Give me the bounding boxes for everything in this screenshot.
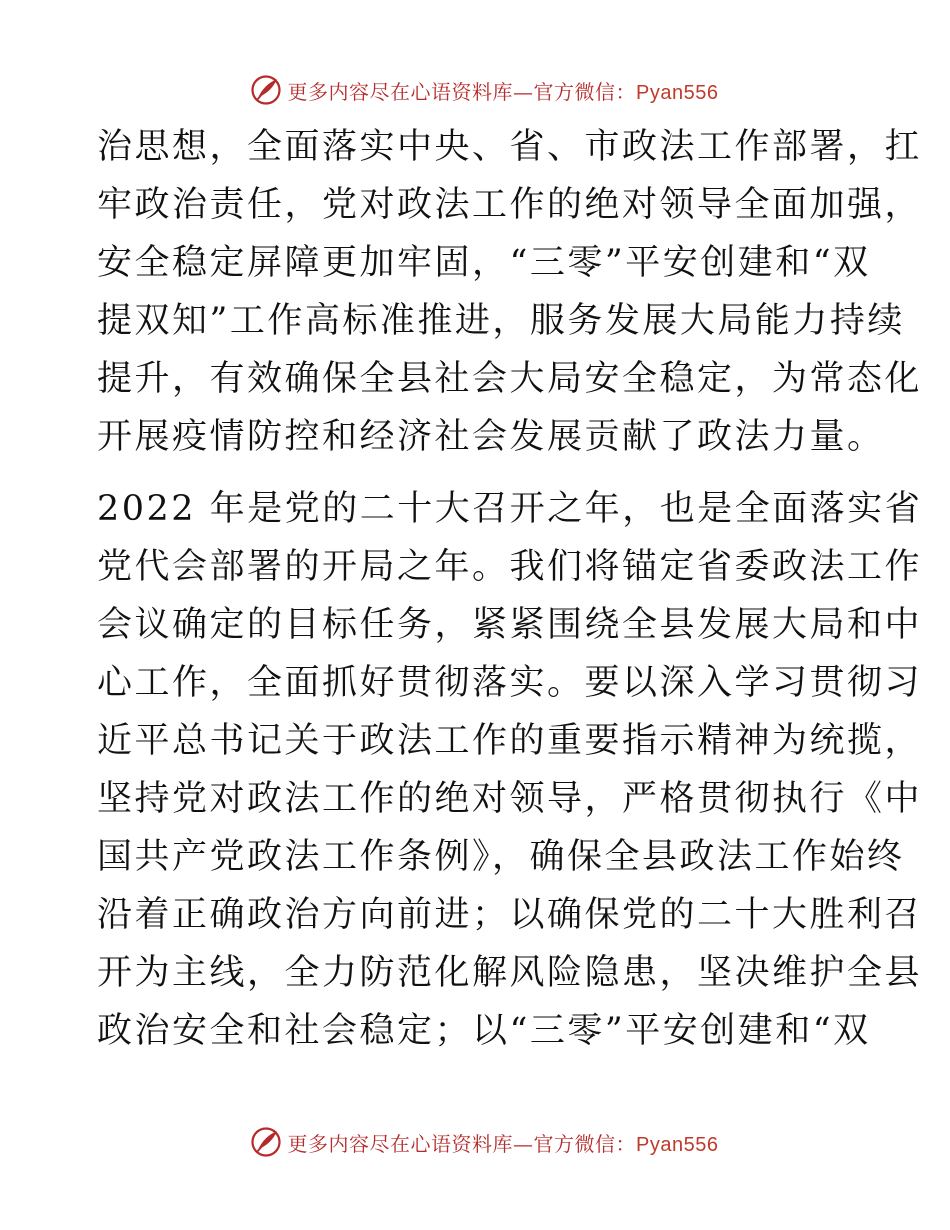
document-body (97, 118, 923, 1060)
footer-text (288, 1128, 719, 1157)
footer-wechat-label: 官方微信： (533, 1131, 637, 1156)
footer-banner (0, 1122, 950, 1162)
text-line: 国共产党政法工作条例》，确保全县政法工作始终 (97, 837, 905, 877)
text-line: 党代会部署的开局之年。我们将锚定省委政法工作 (97, 547, 923, 587)
text-line: 沿着正确政治方向前进；以确保党的二十大胜利召 (97, 895, 923, 935)
footer-wechat-id: Pyan556 (636, 1133, 719, 1156)
header-wechat-label: 官方微信： (533, 79, 637, 104)
text-line: 开为主线，全力防范化解风险隐患，坚决维护全县 (97, 953, 923, 993)
text-line: 提双知”工作高标准推进，服务发展大局能力持续 (97, 301, 905, 341)
paragraph-1 (97, 118, 923, 466)
header-site-name: 更多内容尽在心语资料库 (287, 79, 514, 104)
footer-separator: — (513, 1131, 534, 1156)
header-separator: — (513, 79, 534, 104)
text-line: 近平总书记关于政法工作的重要指示精神为统揽， (97, 721, 923, 761)
text-line: 2022 年是党的二十大召开之年，也是全面落实省 (97, 489, 923, 529)
header-wechat-id: Pyan556 (636, 81, 719, 104)
text-line: 开展疫情防控和经济社会发展贡献了政法力量。 (97, 417, 885, 457)
feather-quill-icon (250, 1126, 282, 1158)
text-line: 政治安全和社会稳定；以“三零”平安创建和“双 (97, 1011, 871, 1051)
text-line: 安全稳定屏障更加牢固，“三零”平安创建和“双 (97, 243, 871, 283)
text-line: 牢政治责任，党对政法工作的绝对领导全面加强， (97, 185, 923, 225)
header-banner (0, 70, 950, 110)
text-line: 治思想，全面落实中央、省、市政法工作部署，扛 (97, 127, 923, 167)
feather-quill-icon (250, 74, 282, 106)
header-text (288, 76, 719, 105)
footer-site-name: 更多内容尽在心语资料库 (287, 1131, 514, 1156)
paragraph-2 (97, 480, 923, 1060)
text-line: 提升，有效确保全县社会大局安全稳定，为常态化 (97, 359, 923, 399)
text-line: 会议确定的目标任务，紧紧围绕全县发展大局和中 (97, 605, 923, 645)
text-line: 心工作，全面抓好贯彻落实。要以深入学习贯彻习 (97, 663, 923, 703)
text-line: 坚持党对政法工作的绝对领导，严格贯彻执行《中 (97, 779, 923, 819)
